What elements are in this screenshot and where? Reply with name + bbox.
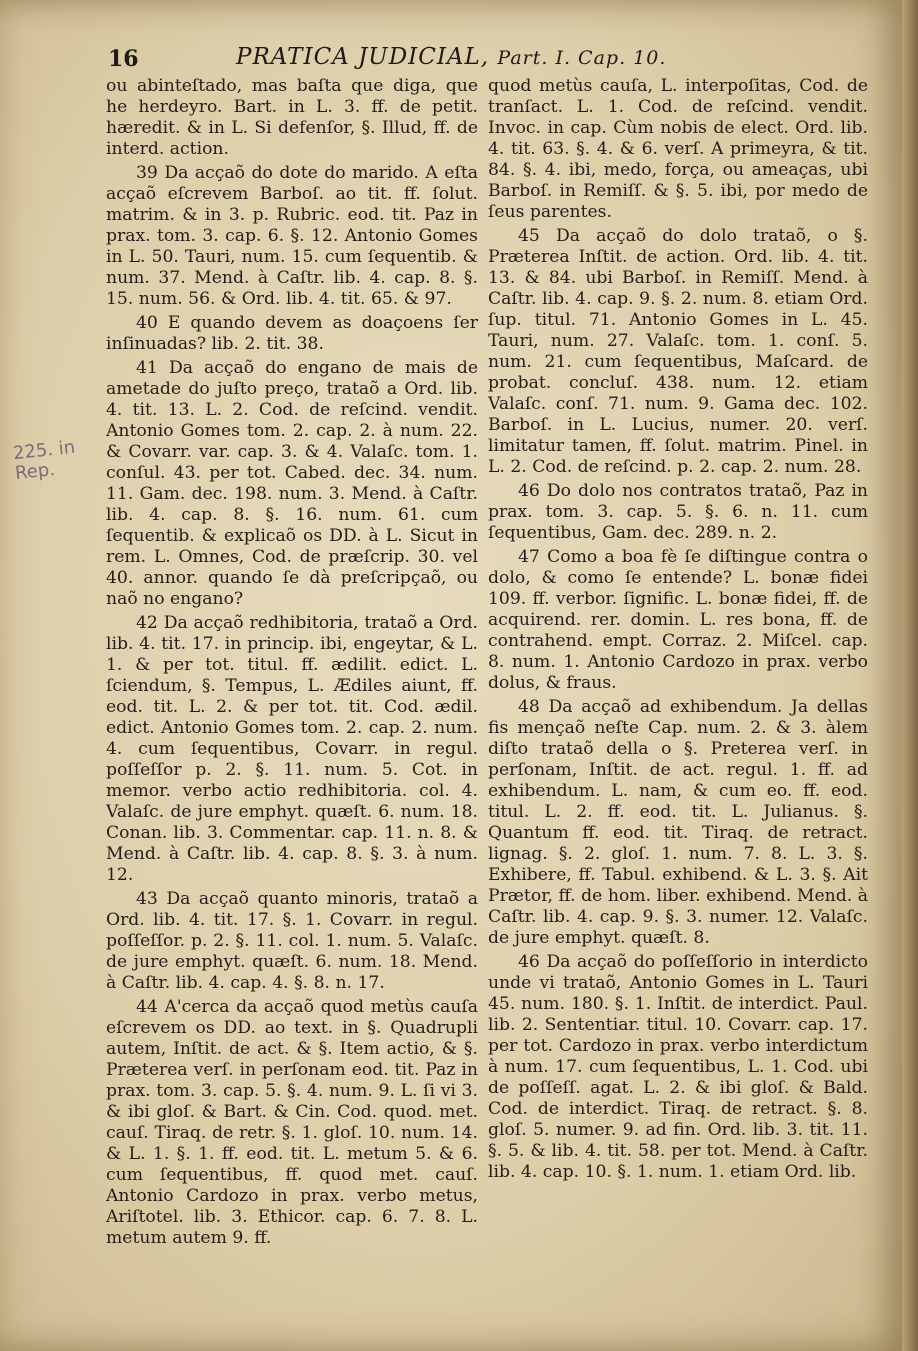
paragraph-40: 40 E quando devem as doaçoens ſer inſinuadas? lib. 2. tit. 38. [106, 313, 478, 354]
paragraph-continuation: ou abinteſtado, mas baſta que diga, que he herdeyro. Bart. in L. 3. ff. de petit. hæredit. & in L. Si defenſor, §. Illud, ff. de interd. action. [106, 76, 478, 159]
left-column [106, 76, 478, 1326]
book-gutter [902, 0, 918, 1351]
page-header [108, 40, 868, 76]
right-column [488, 76, 868, 1326]
paragraph-41: 41 Da acçaõ do engano de mais de ametade do juſto preço, trataõ a Ord. lib. 4. tit. 13. L. 2. Cod. de reſcind. vendit. Antonio Gomes tom. 2. cap. 2. à num. 22. & Covarr. var. cap. 3. & 4. Valaſc. tom. 1. conſul. 43. per tot. Cabed. dec. 34. num. 11. Gam. dec. 198. num. 3. Mend. à Caſtr. lib. 4. cap. 8. §. 16. num. 61. cum ſequentib. & explicaõ os DD. à L. Sicut in rem. L. Omnes, Cod. de præſcrip. 30. vel 40. annor. quando ſe dà preſcripçaõ, ou naõ no engano? [106, 358, 478, 609]
paragraph-46: 46 Do dolo nos contratos trataõ, Paz in prax. tom. 3. cap. 5. §. 6. n. 11. cum ſequentibus, Gam. dec. 289. n. 2. [488, 481, 868, 543]
paragraph-44-continuation: quod metùs cauſa, L. interpoſitas, Cod. de tranſact. L. 1. Cod. de reſcind. vendit. Invoc. in cap. Cùm nobis de elect. Ord. lib. 4. tit. 63. §. 4. & 6. verſ. A primeyra, & tit. 84. §. 4. ibi, medo, força, ou ameaças, ubi Barboſ. in Remiſſ. & §. 5. ibi, por medo de ſeus parentes. [488, 76, 868, 222]
paragraph-43: 43 Da acçaõ quanto minoris, trataõ a Ord. lib. 4. tit. 17. §. 1. Covarr. in regul. poſſeſſor. p. 2. §. 11. col. 1. num. 5. Valaſc. de jure emphyt. quæſt. 6. num. 18. Mend. à Caſtr. lib. 4. cap. 4. §. 8. n. 17. [106, 889, 478, 993]
paragraph-45: 45 Da acçaõ do dolo trataõ, o §. Præterea Inſtit. de action. Ord. lib. 4. tit. 13. & 84. ubi Barboſ. in Remiſſ. Mend. à Caſtr. lib. 4. cap. 9. §. 2. num. 8. etiam Ord. ſup. titul. 71. Antonio Gomes in L. 45. Tauri, num. 27. Valaſc. tom. 1. conſ. 5. num. 21. cum ſequentibus, Maſcard. de probat. concluſ. 438. num. 12. etiam Valaſc. conſ. 71. num. 9. Gama dec. 102. Barboſ. in L. Lucius, numer. 20. verſ. limitatur tamen, ff. ſolut. matrim. Pinel. in L. 2. Cod. de reſcind. p. 2. cap. 2. num. 28. [488, 226, 868, 477]
paragraph-48: 48 Da acçaõ ad exhibendum. Ja dellas fis mençaõ neſte Cap. num. 2. & 3. àlem diſto trataõ della o §. Preterea verſ. in perſonam, Inſtit. de act. regul. 1. ff. ad exhibendum. L. nam, & cum eo. ff. eod. titul. L. 2. ff. eod. tit. L. Julianus. §. Quantum ff. eod. tit. Tiraq. de retract. lignag. §. 2. gloſ. 1. num. 7. 8. L. 3. §. Exhibere, ff. Tabul. exhibend. & L. 3. §. Ait Prætor, ff. de hom. liber. exhibend. Mend. à Caſtr. lib. 4. cap. 9. §. 3. numer. 12. Valaſc. de jure emphyt. quæſt. 8. [488, 697, 868, 948]
running-title-main: PRATICA JUDICIAL, [236, 44, 490, 70]
running-title [236, 44, 666, 70]
page-number: 16 [108, 46, 139, 72]
paragraph-47: 47 Como a boa fè ſe diſtingue contra o dolo, & como ſe entende? L. bonæ fidei 109. ff. verbor. ſignific. L. bonæ fidei, ff. de acquirend. rer. domin. L. res bona, ff. de contrahend. empt. Corraz. 2. Miſcel. cap. 8. num. 1. Antonio Cardozo in prax. verbo dolus, & fraus. [488, 547, 868, 693]
paragraph-39: 39 Da acçaõ do dote do marido. A eſta acçaõ eſcrevem Barboſ. ao tit. ff. ſolut. matrim. & in 3. p. Rubric. eod. tit. Paz in prax. tom. 3. cap. 6. §. 12. Antonio Gomes in L. 50. Tauri, num. 15. cum ſequentib. & num. 37. Mend. à Caſtr. lib. 4. cap. 8. §. 15. num. 56. & Ord. lib. 4. tit. 65. & 97. [106, 163, 478, 309]
handwritten-margin-note: 225. in Rep. [12, 436, 77, 485]
paragraph-46b: 46 Da acçaõ do poſſeſſorio in interdicto unde vi trataõ, Antonio Gomes in L. Tauri 45. num. 180. §. 1. Inſtit. de interdict. Paul. lib. 2. Sententiar. titul. 10. Covarr. cap. 17. per tot. Cardozo in prax. verbo interdictum à num. 17. cum ſequentibus, L. 1. Cod. ubi de poſſeſſ. agat. L. 2. & ibi gloſ. & Bald. Cod. de interdict. Tiraq. de retract. §. 8. gloſ. 5. numer. 9. ad fin. Ord. lib. 3. tit. 11. §. 5. & lib. 4. tit. 58. per tot. Mend. à Caſtr. lib. 4. cap. 10. §. 1. num. 1. etiam Ord. lib. [488, 952, 868, 1182]
paragraph-44: 44 A'cerca da acçaõ quod metùs cauſa eſcrevem os DD. ao text. in §. Quadrupli autem, Inſtit. de act. & §. Item actio, & §. Præterea verſ. in perſonam eod. tit. Paz in prax. tom. 3. cap. 5. §. 4. num. 9. L. ſi vi 3. & ibi gloſ. & Bart. & Cin. Cod. quod. met. cauſ. Tiraq. de retr. §. 1. gloſ. 10. num. 14. & L. 1. §. 1. ff. eod. tit. L. metum 5. & 6. cum ſequentibus, ff. quod met. cauſ. Antonio Cardozo in prax. verbo metus, Ariſtotel. lib. 3. Ethicor. cap. 6. 7. 8. L. metum autem 9. ff. [106, 997, 478, 1248]
running-title-part: Part. I. Cap. 10. [497, 47, 667, 69]
paragraph-42: 42 Da acçaõ redhibitoria, trataõ a Ord. lib. 4. tit. 17. in princip. ibi, engeytar, & L. 1. & per tot. titul. ff. ædilit. edict. L. ſciendum, §. Tempus, L. Ædiles aiunt, ff. eod. tit. L. 2. & per tot. tit. Cod. ædil. edict. Antonio Gomes tom. 2. cap. 2. num. 4. cum ſequentibus, Covarr. in regul. poſſeſſor p. 2. §. 11. num. 5. Cot. in memor. verbo actio redhibitoria. col. 4. Valaſc. de jure emphyt. quæſt. 6. num. 18. Conan. lib. 3. Commentar. cap. 11. n. 8. & Mend. à Caſtr. lib. 4. cap. 8. §. 3. à num. 12. [106, 613, 478, 885]
